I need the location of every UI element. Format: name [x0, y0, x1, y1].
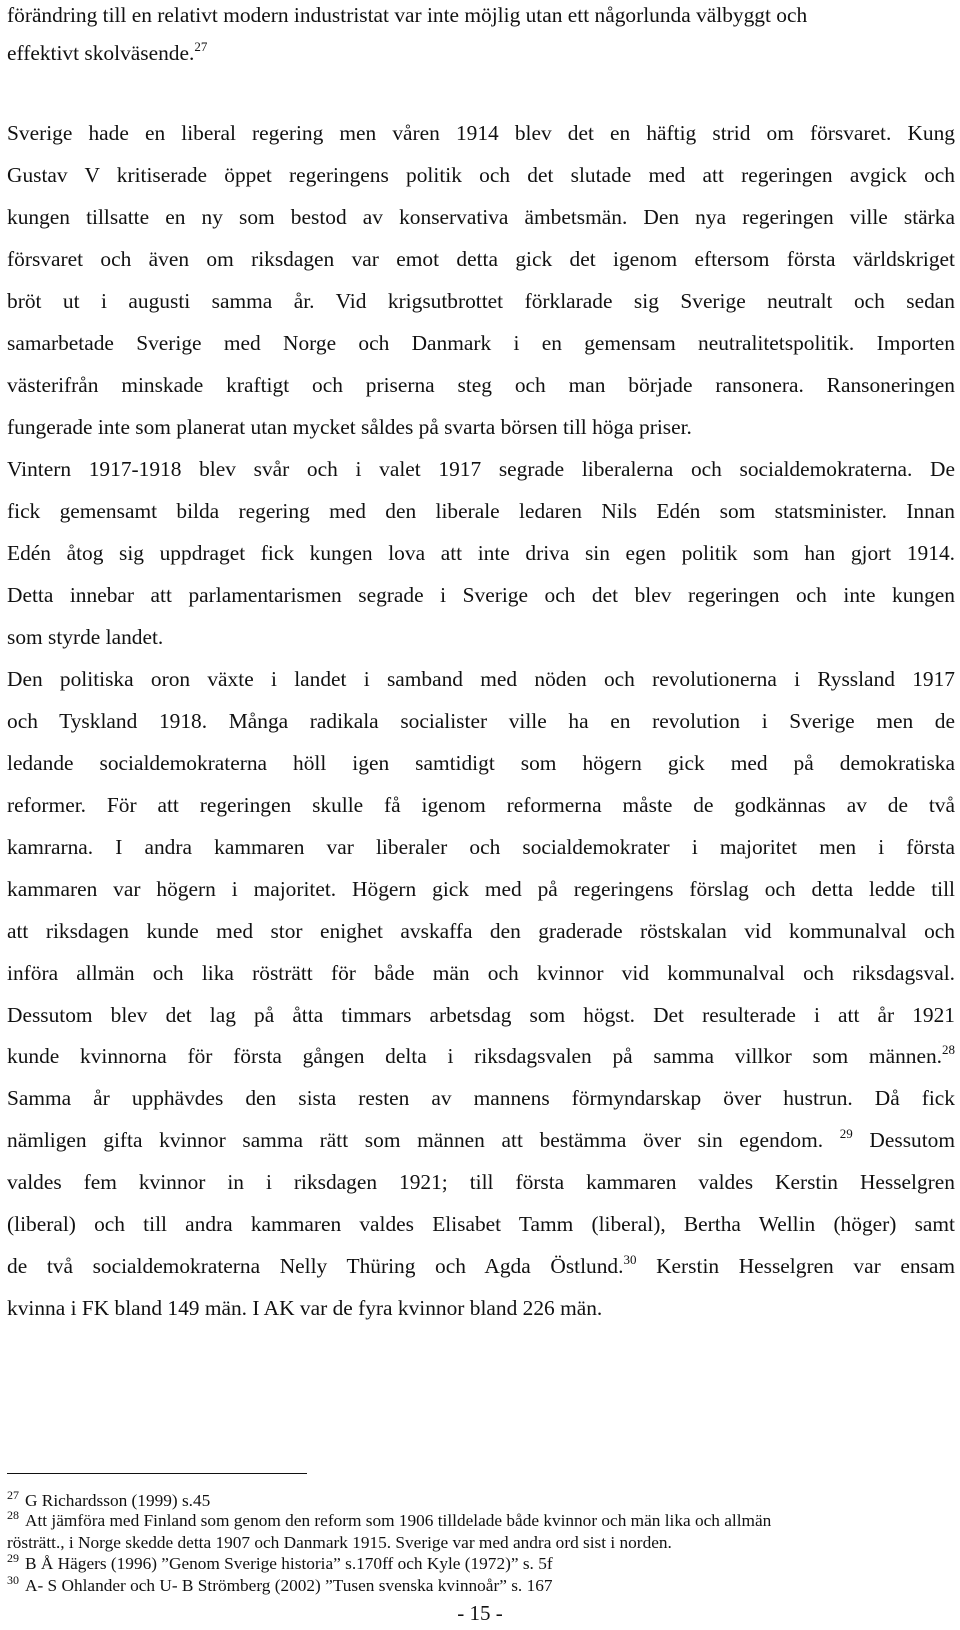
footnote-reference: 30	[623, 1252, 637, 1267]
footnote-reference: 28	[942, 1042, 955, 1057]
footnote-separator	[7, 1473, 307, 1474]
body-line-text: och Tyskland 1918. Många radikala socialister ville ha en revolution i Sverige men de	[7, 709, 955, 733]
body-line-text: försvaret och även om riksdagen var emot detta gick det igenom eftersom första världskriget	[7, 247, 955, 271]
body-line	[7, 1253, 955, 1279]
body-line-text: (liberal) och till andra kammaren valdes Elisabet Tamm (liberal), Bertha Wellin (höger) samt	[7, 1212, 955, 1236]
body-line-text: samarbetade Sverige med Norge och Danmark i en gemensam neutralitetspolitik. Importen	[7, 331, 955, 355]
body-line	[7, 162, 955, 188]
footnote-number: 28	[7, 1508, 19, 1522]
body-line-text: Den politiska oron växte i landet i samband med nöden och revolutionerna i Ryssland 1917	[7, 667, 955, 691]
body-line-text: reformer. För att regeringen skulle få igenom reformerna måste de godkännas av de två	[7, 793, 955, 817]
body-line-text: Gustav V kritiserade öppet regeringens politik och det slutade med att regeringen avgick och	[7, 163, 955, 187]
body-line	[7, 1127, 955, 1153]
body-line-text: effektivt skolväsende.	[7, 41, 195, 65]
body-line	[7, 540, 955, 566]
body-line	[7, 1085, 955, 1111]
footnote-line	[7, 1508, 955, 1531]
body-line-text: fick gemensamt bilda regering med den liberale ledaren Nils Edén som statsminister. Innan	[7, 499, 955, 523]
body-line	[7, 750, 955, 776]
body-line	[7, 876, 955, 902]
body-line	[7, 582, 955, 608]
body-line-text: att riksdagen kunde med stor enighet avskaffa den graderade röstskalan vid kommunalval och	[7, 919, 955, 943]
body-line	[7, 708, 955, 734]
body-line-text: Dessutom blev det lag på åtta timmars arbetsdag som högst. Det resulterade i att år 1921	[7, 1003, 955, 1027]
body-line	[7, 330, 955, 356]
footnote-text: Att jämföra med Finland som genom den reform som 1906 tilldelade både kvinnor och män lika och allmän	[25, 1511, 772, 1530]
footnote-line	[7, 1573, 955, 1596]
body-line	[7, 414, 955, 440]
body-line-text: kunde kvinnorna för första gången delta i riksdagsvalen på samma villkor som männen.	[7, 1044, 942, 1068]
body-line-text: införa allmän och lika rösträtt för både män och kvinnor vid kommunalval och riksdagsval.	[7, 961, 955, 985]
body-line-text: förändring till en relativt modern industristat var inte möjlig utan ett någorlunda välbyggt och	[7, 3, 808, 27]
body-line	[7, 204, 955, 230]
body-line-text: fungerade inte som planerat utan mycket såldes på svarta börsen till höga priser.	[7, 415, 692, 439]
body-line	[7, 1169, 955, 1195]
body-line-text: kamrarna. I andra kammaren var liberaler och socialdemokrater i majoritet men i första	[7, 835, 955, 859]
body-line	[7, 456, 955, 482]
body-line-text: bröt ut i augusti samma år. Vid krigsutbrottet förklarade sig Sverige neutralt och sedan	[7, 289, 955, 313]
footnote-line	[7, 1533, 955, 1553]
body-line-text-continued: Dessutom	[852, 1128, 955, 1152]
body-line	[7, 792, 955, 818]
body-line-text: kungen tillsatte en ny som bestod av konservativa ämbetsmän. Den nya regeringen ville stärka	[7, 205, 955, 229]
body-line	[7, 40, 955, 66]
body-line	[7, 1211, 955, 1237]
body-line	[7, 288, 955, 314]
footnote-text: rösträtt., i Norge skedde detta 1907 och Danmark 1915. Sverige var med andra ord sist i norden.	[7, 1533, 672, 1552]
footnote-line	[7, 1551, 955, 1574]
body-line-text: Detta innebar att parlamentarismen segrade i Sverige och det blev regeringen och inte kungen	[7, 583, 955, 607]
body-line	[7, 120, 955, 146]
body-line-text: kvinna i FK bland 149 män. I AK var de fyra kvinnor bland 226 män.	[7, 1296, 603, 1320]
body-line-text: kammaren var högern i majoritet. Högern gick med på regeringens förslag och detta ledde till	[7, 877, 955, 901]
body-line-text: valdes fem kvinnor in i riksdagen 1921; till första kammaren valdes Kerstin Hesselgren	[7, 1170, 955, 1194]
footnote-line	[7, 1488, 955, 1511]
body-line	[7, 624, 955, 650]
footnote-reference: 29	[839, 1126, 853, 1141]
body-line-text: Samma år upphävdes den sista resten av mannens förmyndarskap över hustrun. Då fick	[7, 1086, 955, 1110]
footnote-text: G Richardsson (1999) s.45	[25, 1491, 211, 1510]
body-line-text: Sverige hade en liberal regering men våren 1914 blev det en häftig strid om försvaret. Kung	[7, 121, 955, 145]
body-line	[7, 1295, 955, 1321]
footnote-number: 29	[7, 1551, 19, 1565]
body-line	[7, 498, 955, 524]
body-line-text: Vintern 1917-1918 blev svår och i valet 1917 segrade liberalerna och socialdemokraterna. De	[7, 457, 955, 481]
body-line	[7, 246, 955, 272]
footnote-reference: 27	[194, 39, 208, 54]
footnote-number: 30	[7, 1573, 19, 1587]
body-line	[7, 372, 955, 398]
footnote-text: B Å Hägers (1996) ”Genom Sverige historia” s.170ff och Kyle (1972)” s. 5f	[25, 1554, 553, 1573]
body-line-text-continued: Kerstin Hesselgren var ensam	[636, 1254, 955, 1278]
body-line	[7, 1002, 955, 1028]
body-line-text: nämligen gifta kvinnor samma rätt som männen att bestämma över sin egendom.	[7, 1128, 840, 1152]
footnote-number: 27	[7, 1488, 19, 1502]
body-line-text: västerifrån minskade kraftigt och priserna steg och man började ransonera. Ransoneringen	[7, 373, 955, 397]
body-line	[7, 666, 955, 692]
body-line-text: ledande socialdemokraterna höll igen samtidigt som högern gick med på demokratiska	[7, 751, 955, 775]
body-line	[7, 1043, 955, 1069]
body-line-text: som styrde landet.	[7, 625, 164, 649]
body-line	[7, 834, 955, 860]
body-line	[7, 960, 955, 986]
body-line-text: de två socialdemokraterna Nelly Thüring och Agda Östlund.	[7, 1254, 624, 1278]
page-number: - 15 -	[457, 1601, 503, 1625]
footnote-text: A- S Ohlander och U- B Strömberg (2002) ”Tusen svenska kvinnoår” s. 167	[25, 1576, 553, 1595]
body-line-text: Edén åtog sig uppdraget fick kungen lova att inte driva sin egen politik som han gjort 1914.	[7, 541, 955, 565]
body-line	[7, 918, 955, 944]
body-line	[7, 2, 955, 28]
